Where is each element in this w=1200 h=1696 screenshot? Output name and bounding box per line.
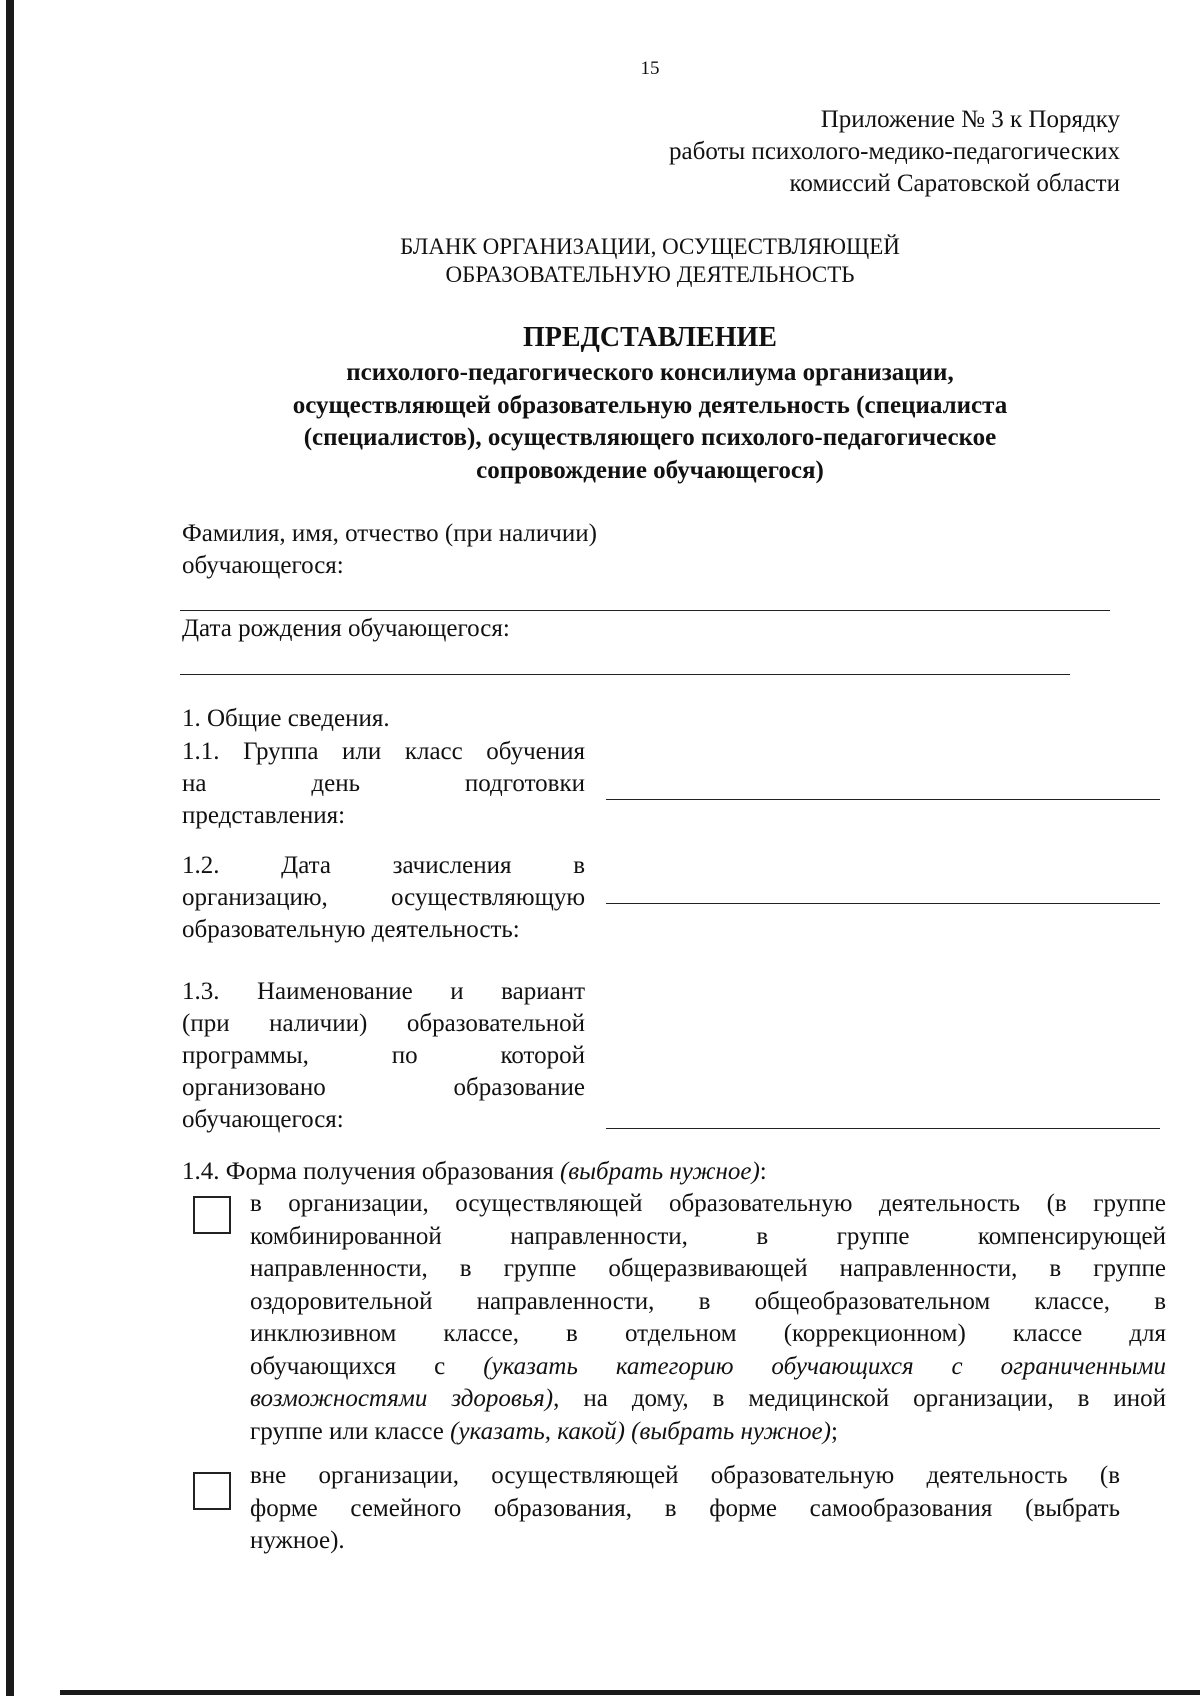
option-outside-organization-text <box>250 1460 1120 1558</box>
student-name-field[interactable] <box>180 610 1110 611</box>
option-line <box>250 1416 1166 1449</box>
education-form-label: 1.4. Форма получения образования <box>182 1158 554 1185</box>
option-line: направленности, в группе общеразвивающей направленности, в группе <box>250 1255 1166 1282</box>
option-line: инклюзивном классе, в отдельном (коррекционном) классе для <box>250 1320 1166 1347</box>
appendix-line: Приложение № 3 к Порядку <box>820 106 1120 133</box>
option-hint-part: (указать, какой) (выбрать нужное) <box>450 1417 831 1445</box>
student-name-label <box>182 518 597 582</box>
appendix-reference <box>669 104 1120 200</box>
section-general-heading: 1. Общие сведения. <box>182 705 390 732</box>
option-line <box>250 1351 1166 1384</box>
birth-date-label: Дата рождения обучающегося: <box>182 615 510 642</box>
option-text-part: обучающихся с <box>250 1352 446 1380</box>
item-1-1-label <box>182 736 585 832</box>
option-hint-part: (указать категорию обучающихся с ограниченными <box>483 1352 1166 1380</box>
birth-date-field[interactable] <box>180 674 1070 675</box>
item-1-2-line: организацию, осуществляющую <box>182 884 585 911</box>
item-1-2-line: образовательную деятельность: <box>182 916 520 943</box>
page-number: 15 <box>640 58 660 79</box>
item-1-1-line: 1.1. Группа или класс обучения <box>182 738 585 765</box>
appendix-line: работы психолого-медико-педагогических <box>669 138 1120 165</box>
option-line: оздоровительной направленности, в общеобразовательном классе, в <box>250 1287 1166 1315</box>
item-1-1-line: представления: <box>182 802 346 829</box>
class-group-field[interactable] <box>606 799 1160 800</box>
subtitle-line: осуществляющей образовательную деятельность (специалиста <box>292 391 1008 419</box>
item-1-2-label <box>182 850 585 946</box>
scan-bottom-edge <box>60 1690 1200 1695</box>
item-1-3-line: обучающегося: <box>182 1106 344 1133</box>
appendix-line: комиссий Саратовской области <box>789 170 1120 197</box>
org-blank-line: ОБРАЗОВАТЕЛЬНУЮ ДЕЯТЕЛЬНОСТЬ <box>445 262 855 287</box>
enrollment-date-field[interactable] <box>606 903 1160 904</box>
student-name-label-line: Фамилия, имя, отчество (при наличии) <box>182 520 597 547</box>
item-1-3-line: (при наличии) образовательной <box>182 1010 585 1037</box>
option-text-part: группе или классе <box>250 1417 444 1445</box>
education-form-hint: (выбрать нужное) <box>559 1158 760 1185</box>
subtitle-line: психолого-педагогического консилиума организации, <box>346 359 954 386</box>
item-1-3-line: 1.3. Наименование и вариант <box>182 978 585 1005</box>
student-name-label-line: обучающегося: <box>182 552 344 579</box>
education-program-field[interactable] <box>606 1128 1160 1129</box>
option-text-part: ; <box>830 1417 838 1445</box>
education-form-colon: : <box>759 1158 767 1185</box>
item-1-3-label <box>182 976 585 1136</box>
organization-blank-heading <box>0 233 1200 289</box>
option-line <box>250 1383 1166 1416</box>
document-title: ПРЕДСТАВЛЕНИЕ <box>523 322 777 353</box>
option-line: в организации, осуществляющей образовательную деятельность (в группе <box>250 1190 1166 1217</box>
document-subtitle <box>0 357 1200 487</box>
org-blank-line: БЛАНК ОРГАНИЗАЦИИ, ОСУЩЕСТВЛЯЮЩЕЙ <box>400 234 900 259</box>
option-line: нужное). <box>250 1527 345 1554</box>
item-1-2-line: 1.2. Дата зачисления в <box>182 852 585 879</box>
option-line: форме семейного образования, в форме самообразования (выбрать <box>250 1494 1120 1522</box>
item-1-4-label <box>182 1156 767 1188</box>
item-1-3-line: организовано образование <box>182 1074 585 1101</box>
item-1-1-line: на день подготовки <box>182 770 585 797</box>
subtitle-line: сопровождение обучающегося) <box>476 456 824 484</box>
option-line: комбинированной направленности, в группе компенсирующей <box>250 1222 1166 1250</box>
option-text-part: , на дому, в медицинской организации, в иной <box>553 1385 1167 1412</box>
option-outside-organization-checkbox[interactable] <box>193 1472 231 1510</box>
option-hint-part: возможностями здоровья) <box>250 1385 554 1412</box>
option-in-organization-checkbox[interactable] <box>193 1196 231 1234</box>
option-line: вне организации, осуществляющей образовательную деятельность (в <box>250 1462 1120 1489</box>
item-1-3-line: программы, по которой <box>182 1042 585 1069</box>
option-in-organization-text <box>250 1188 1166 1448</box>
subtitle-line: (специалистов), осуществляющего психолого-педагогическое <box>303 424 997 451</box>
